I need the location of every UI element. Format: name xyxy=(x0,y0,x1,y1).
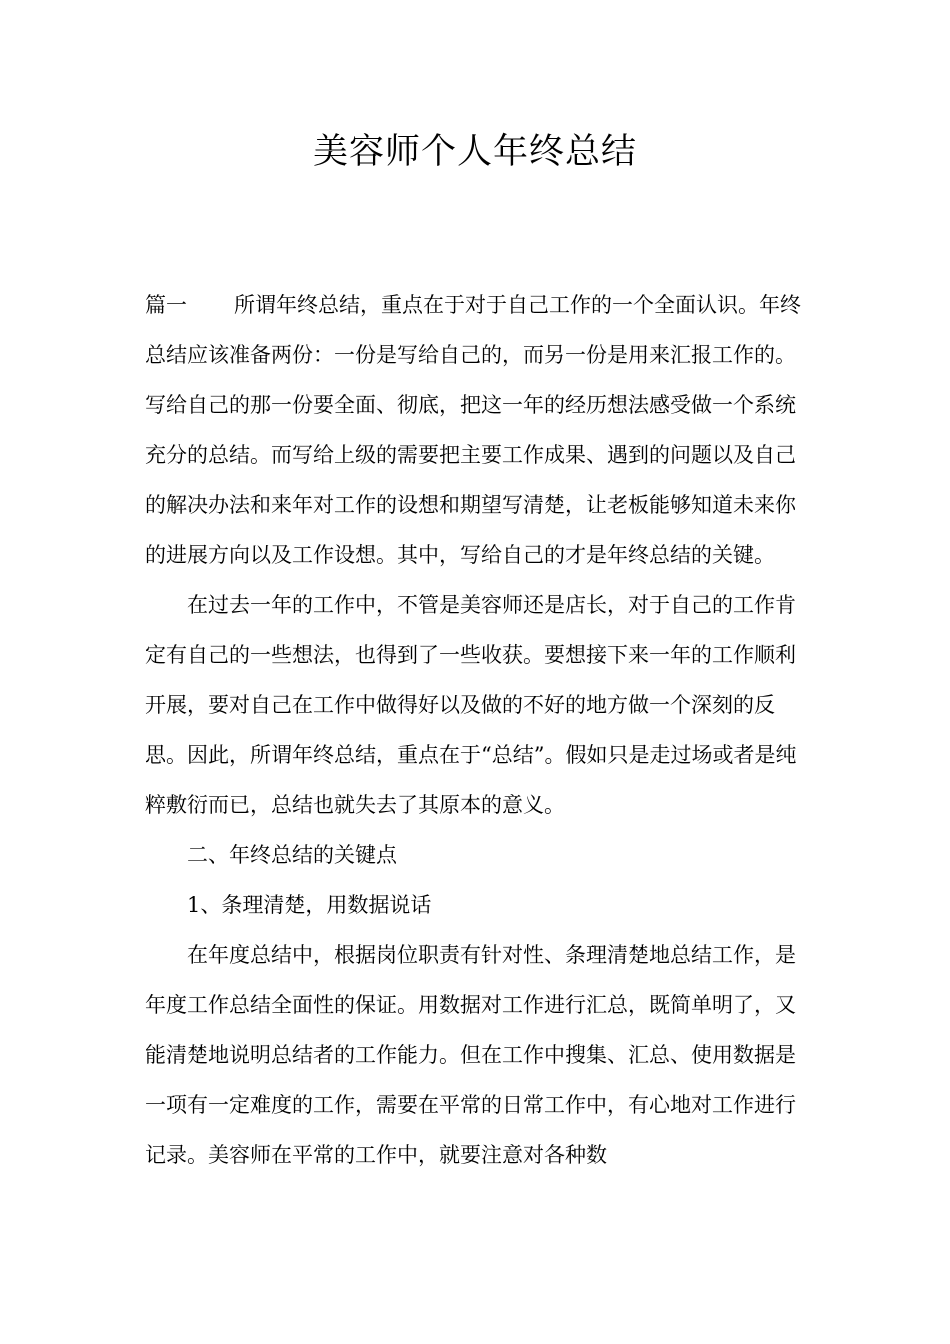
paragraph-1-text: 所谓年终总结，重点在于对于自己工作的一个全面认识。年终总结应该准备两份：一份是写给自己的，而另一份是用来汇报工作的。写给自己的那一份要全面、彻底，把这一年的经历想法感受做一个系统充分的总结。而写给上级的需要把主要工作成果、遇到的问题以及自己的解决办法和来年对工作的设想和期望写清楚，让老板能够知道未来你的进展方向以及工作设想。其中，写给自己的才是年终总结的关键。 xyxy=(145,293,801,567)
section-label: 篇一 xyxy=(145,293,187,317)
section-heading: 二、年终总结的关键点 xyxy=(187,843,397,867)
paragraph-1 xyxy=(145,280,810,580)
document-title: 美容师个人年终总结 xyxy=(312,132,637,172)
document-body xyxy=(145,280,810,1180)
paragraph-3: 在年度总结中，根据岗位职责有针对性、条理清楚地总结工作，是年度工作总结全面性的保证。用数据对工作进行汇总，既简单明了，又能清楚地说明总结者的工作能力。但在工作中搜集、汇总、使用数据是一项有一定难度的工作，需要在平常的日常工作中，有心地对工作进行记录。美容师在平常的工作中，就要注意对各种数 xyxy=(145,943,796,1167)
subsection-heading: 1、条理清楚，用数据说话 xyxy=(187,893,432,917)
paragraph-2: 在过去一年的工作中，不管是美容师还是店长，对于自己的工作肯定有自己的一些想法，也得到了一些收获。要想接下来一年的工作顺利开展，要对自己在工作中做得好以及做的不好的地方做一个深刻的反思。因此，所谓年终总结，重点在于“总结”。假如只是走过场或者是纯粹敷衍而已，总结也就失去了其原本的意义。 xyxy=(145,593,797,817)
